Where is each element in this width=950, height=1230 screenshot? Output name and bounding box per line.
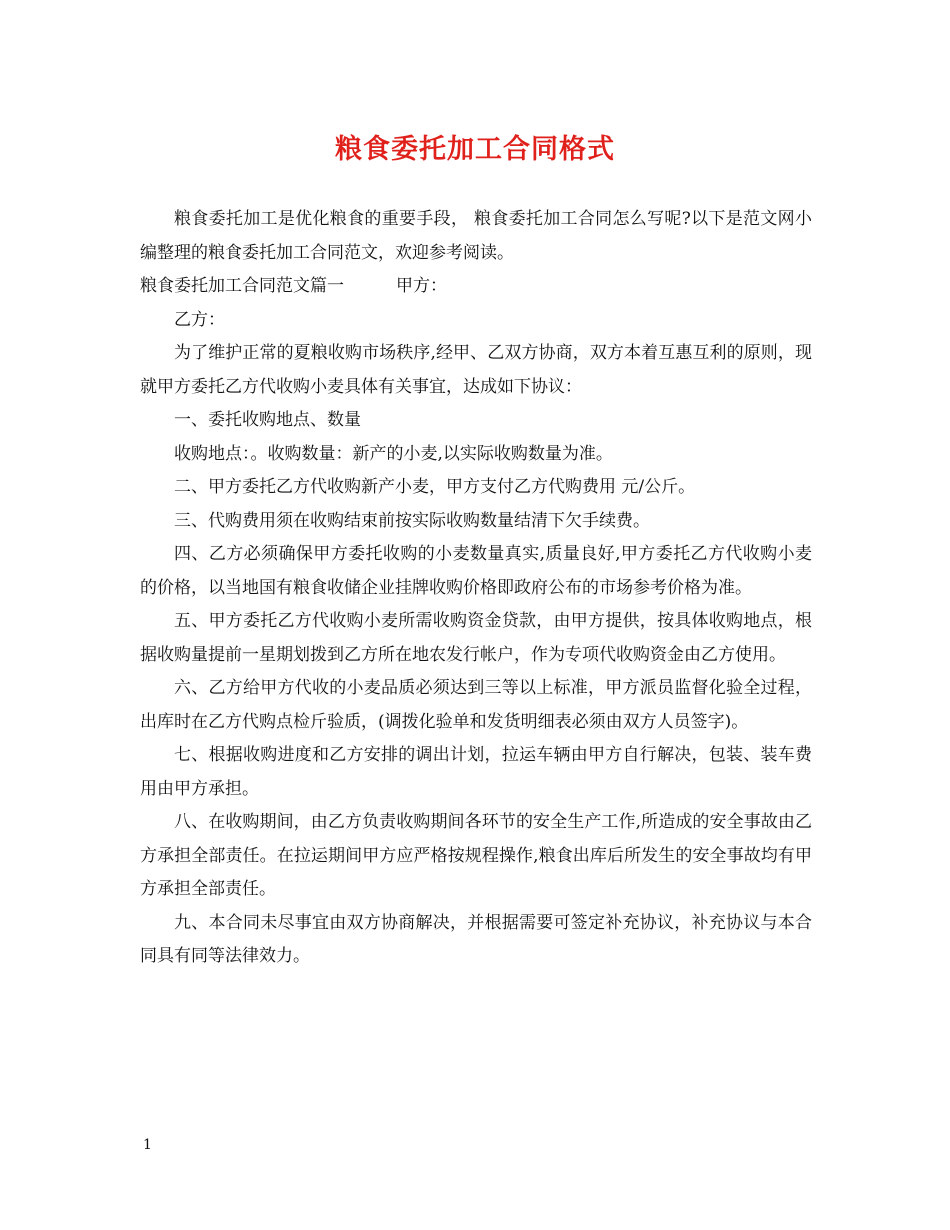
clause-9: 九、本合同未尽事宜由双方协商解决，并根据需要可签定补充协议，补充协议与本合同具有同等法律效力。 — [140, 912, 812, 966]
document-title: 粮食委托加工合同格式 — [335, 134, 615, 165]
clause-1: 一、委托收购地点、数量 — [174, 410, 361, 430]
clause-1-detail: 收购地点：。收购数量：新产的小麦,以实际收购数量为准。 — [174, 443, 613, 464]
preamble-paragraph: 为了维护正常的夏粮收购市场秩序,经甲、乙双方协商，双方本着互惠互利的原则，现就甲方委托乙方代收购小麦具体有关事宜，达成如下协议： — [140, 343, 812, 397]
clause-6: 六、乙方给甲方代收的小麦品质必须达到三等以上标准，甲方派员监督化验全过程，出库时在乙方代购点检斤验质，(调拨化验单和发货明细表必须由双方人员签字)。 — [140, 678, 812, 732]
page-number: 1 — [143, 1137, 152, 1153]
clause-7: 七、根据收购进度和乙方安排的调出计划，拉运车辆由甲方自行解决，包装、装车费用由甲方承担。 — [140, 745, 812, 799]
clause-2: 二、甲方委托乙方代收购新产小麦，甲方支付乙方代购费用 元/公斤。 — [174, 477, 696, 497]
party-a-label: 甲方： — [396, 276, 447, 296]
document-body — [140, 203, 812, 974]
section-heading-line — [140, 270, 812, 304]
clause-4: 四、乙方必须确保甲方委托收购的小麦数量真实,质量良好,甲方委托乙方代收购小麦的价格，以当地国有粮食收储企业挂牌收购价格即政府公布的市场参考价格为准。 — [140, 544, 812, 598]
clause-3: 三、代购费用须在收购结束前按实际收购数量结清下欠手续费。 — [174, 510, 650, 531]
clause-8: 八、在收购期间，由乙方负责收购期间各环节的安全生产工作,所造成的安全事故由乙方承担全部责任。在拉运期间甲方应严格按规程操作,粮食出库后所发生的安全事故均有甲方承担全部责任。 — [140, 812, 812, 899]
section-heading: 粮食委托加工合同范文篇一 — [140, 276, 344, 296]
party-b-label: 乙方： — [174, 309, 225, 330]
clause-5: 五、甲方委托乙方代收购小麦所需收购资金贷款，由甲方提供，按具体收购地点，根据收购量提前一星期划拨到乙方所在地农发行帐户，作为专项代收购资金由乙方使用。 — [140, 611, 812, 665]
intro-paragraph: 粮食委托加工是优化粮食的重要手段， 粮食委托加工合同怎么写呢?以下是范文网小编整理的粮食委托加工合同范文，欢迎参考阅读。 — [140, 209, 812, 263]
